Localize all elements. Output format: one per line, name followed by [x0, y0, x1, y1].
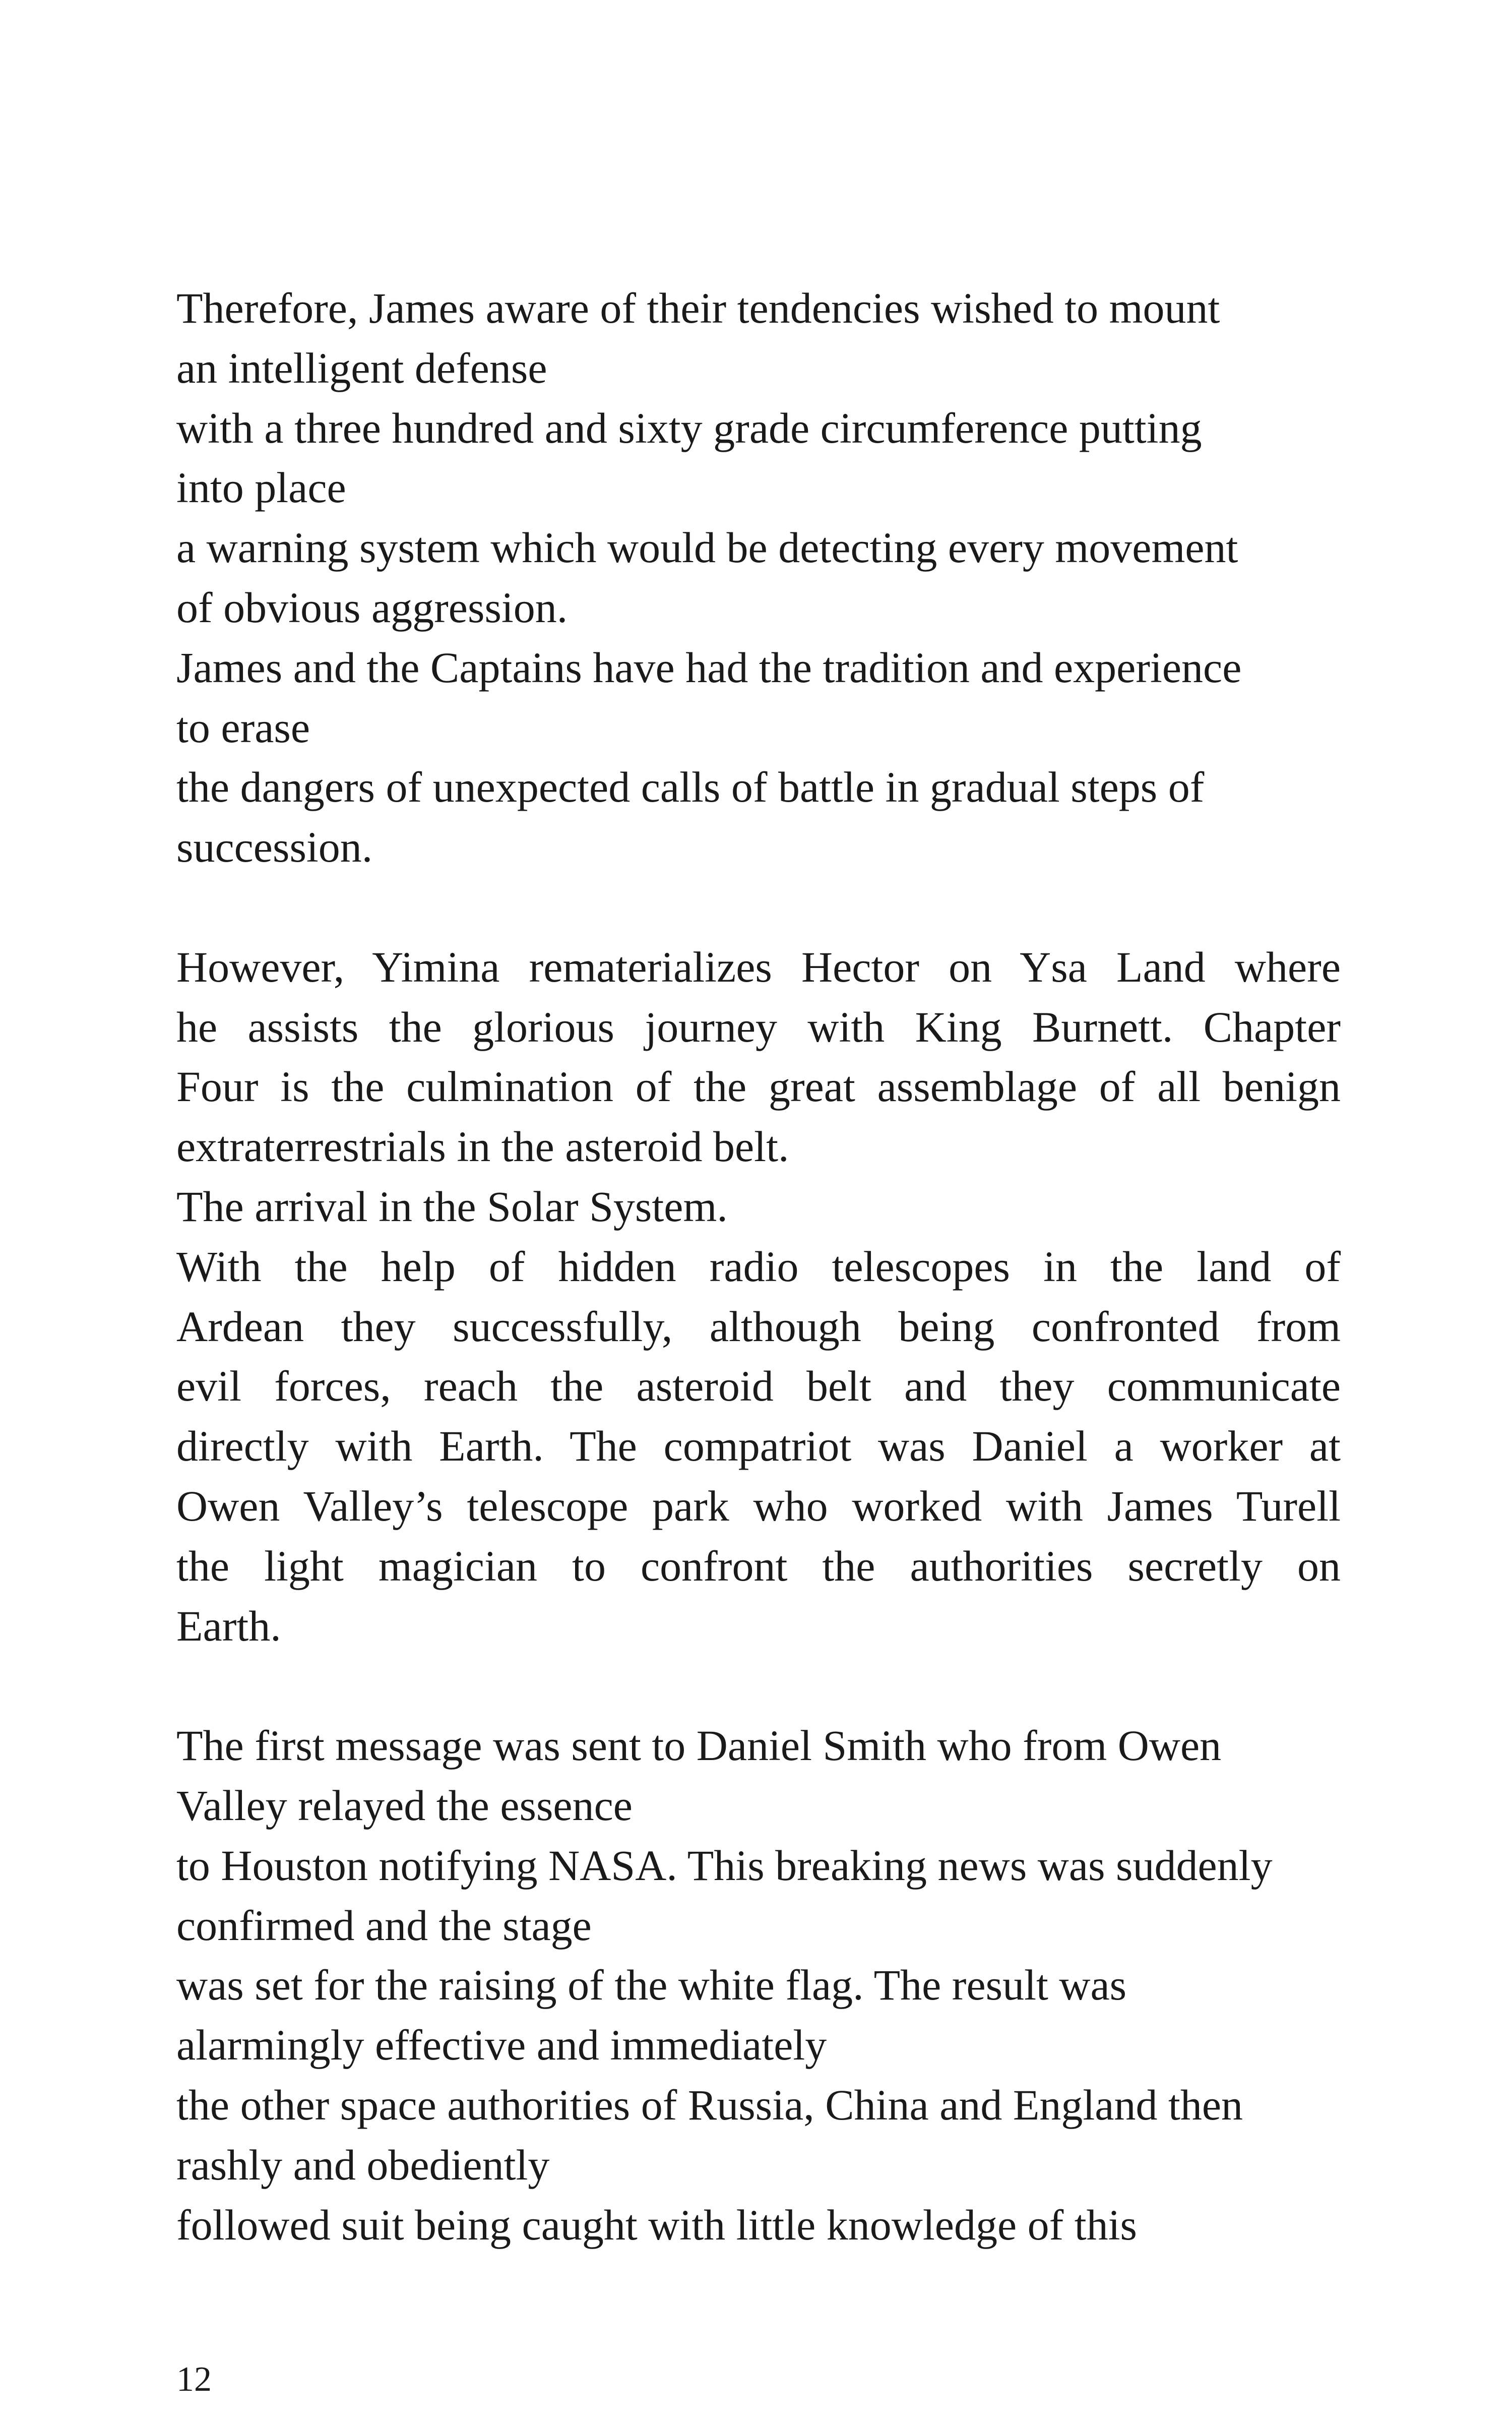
text-line: Earth.	[176, 1601, 281, 1650]
text-line: a warning system which would be detecting every movement	[176, 523, 1238, 572]
text-line: Ardean they successfully, although being confronted from	[176, 1302, 1341, 1351]
paragraph-1	[176, 278, 1341, 877]
text-line: directly with Earth. The compatriot was Daniel a worker at	[176, 1422, 1341, 1471]
text-line: alarmingly effective and immediately	[176, 2021, 827, 2070]
text-line: into place	[176, 463, 346, 512]
text-line: was set for the raising of the white flag. The result was	[176, 1961, 1127, 2010]
text-line: the light magician to confront the authorities secretly on	[176, 1541, 1341, 1590]
text-line: followed suit being caught with little knowledge of this	[176, 2200, 1138, 2249]
paragraph-gap	[176, 877, 1341, 937]
text-line: However, Yimina rematerializes Hector on Ysa Land where	[176, 942, 1341, 991]
text-line: The first message was sent to Daniel Smith who from Owen	[176, 1721, 1222, 1770]
page-number: 12	[176, 2360, 212, 2399]
paragraph-3	[176, 1716, 1341, 2255]
text-line: to erase	[176, 703, 310, 752]
text-line: extraterrestrials in the asteroid belt.	[176, 1122, 789, 1171]
paragraph-2	[176, 937, 1341, 1656]
text-line: Valley relayed the essence	[176, 1781, 633, 1830]
text-line: the dangers of unexpected calls of battle in gradual steps of	[176, 763, 1205, 812]
text-line: rashly and obediently	[176, 2140, 550, 2189]
paragraph-gap	[176, 1656, 1341, 1716]
text-line: The arrival in the Solar System.	[176, 1182, 728, 1231]
text-line: succession.	[176, 823, 373, 872]
text-line: he assists the glorious journey with King Burnett. Chapter	[176, 1002, 1341, 1051]
text-line: James and the Captains have had the tradition and experience	[176, 643, 1242, 692]
text-line: of obvious aggression.	[176, 583, 568, 632]
text-line: confirmed and the stage	[176, 1901, 592, 1950]
text-line: with a three hundred and sixty grade circumference putting	[176, 403, 1202, 452]
text-line: With the help of hidden radio telescopes in the land of	[176, 1242, 1341, 1291]
text-line: an intelligent defense	[176, 343, 547, 392]
text-line: evil forces, reach the asteroid belt and they communicate	[176, 1362, 1341, 1411]
text-line: Therefore, James aware of their tendencies wished to mount	[176, 284, 1220, 332]
text-line: Owen Valley’s telescope park who worked with James Turell	[176, 1481, 1341, 1530]
text-line: to Houston notifying NASA. This breaking news was suddenly	[176, 1841, 1273, 1890]
text-line: Four is the culmination of the great assemblage of all benign	[176, 1062, 1341, 1111]
body-text	[176, 278, 1341, 2255]
text-line: the other space authorities of Russia, China and England then	[176, 2080, 1243, 2129]
